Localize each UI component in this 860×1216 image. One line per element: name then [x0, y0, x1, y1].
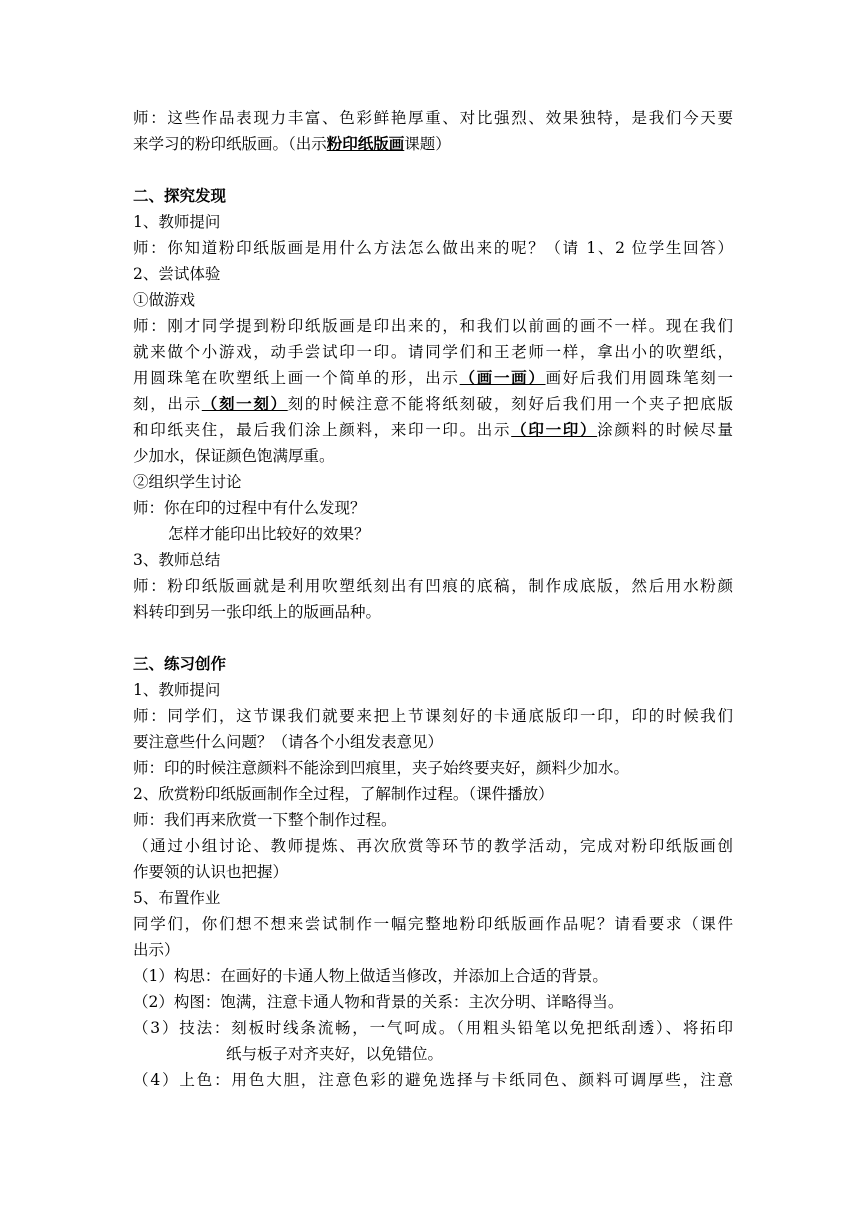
- sec3-answer: 师：印的时候注意颜料不能涂到凹痕里，夹子始终要夹好，颜料少加水。: [133, 759, 630, 777]
- sec3-question-line-1: 师：同学们，这节课我们就要来把上节课刻好的卡通底版印一印，印的时候我们: [133, 707, 733, 725]
- summary-line-1: 师：粉印纸版画就是利用吹塑纸刻出有凹痕的底稿，制作成底版，然后用水粉颜: [133, 577, 733, 595]
- game-text: 刻，出示: [133, 395, 202, 413]
- sec3-view: 师：我们再来欣赏一下整个制作过程。: [133, 811, 397, 829]
- discuss-question-1: 师：你在印的过程中有什么发现？: [133, 499, 366, 517]
- game-text-end: 画好后我们用圆珠笔刻一: [545, 369, 733, 387]
- carve-step-emphasis: （刻一刻）: [201, 394, 288, 413]
- sec2-item-1: 1、教师提问: [133, 213, 221, 231]
- game-text-end: 刻的时候注意不能将纸刻破，刻好后我们用一个夹子把底版: [287, 395, 733, 413]
- game-line-6: 少加水，保证颜色饱满厚重。: [133, 447, 335, 465]
- section-3-heading: 三、练习创作: [133, 654, 227, 673]
- sec3-item-1: 1、教师提问: [133, 681, 221, 699]
- game-line-1: 师：刚才同学提到粉印纸版画是印出来的，和我们以前画的画不一样。现在我们: [133, 317, 733, 335]
- sec2-game-label: ①做游戏: [133, 291, 196, 309]
- section-2-heading: 二、探究发现: [133, 186, 227, 205]
- intro-text: 来学习的粉印纸版画。（出示: [133, 135, 327, 153]
- game-text: 和印纸夹住，最后我们涂上颜料，来印一印。出示: [133, 421, 512, 439]
- game-line-2: 就来做个小游戏，动手尝试印一印。请同学们和王老师一样，拿出小的吹塑纸，: [133, 343, 733, 361]
- sec3-item-2: 2、欣赏粉印纸版画制作全过程，了解制作过程。（课件播放）: [133, 785, 554, 803]
- requirement-2: （2）构图：饱满，注意卡通人物和背景的关系：主次分明、详略得当。: [133, 993, 624, 1011]
- discuss-question-2: 怎样才能印出比较好的效果？: [168, 525, 370, 543]
- game-line-5: [133, 417, 733, 443]
- sec2-discuss-label: ②组织学生讨论: [133, 473, 242, 491]
- sec3-question-line-2: 要注意些什么问题？（请各个小组发表意见）: [133, 733, 444, 751]
- intro-text-end: 课题）: [404, 135, 451, 153]
- sec3-note-line-1: （通过小组讨论、教师提炼、再次欣赏等环节的教学活动，完成对粉印纸版画创: [133, 837, 733, 855]
- sec3-note-line-2: 作要领的认识也把握）: [133, 863, 289, 881]
- requirement-4: （4）上色：用色大胆，注意色彩的避免选择与卡纸同色、颜料可调厚些，注意: [133, 1071, 733, 1089]
- sec2-question: 师：你知道粉印纸版画是用什么方法怎么做出来的呢？（请 1、2 位学生回答）: [133, 239, 733, 257]
- intro-line-1: 师：这些作品表现力丰富、色彩鲜艳厚重、对比强烈、效果独特，是我们今天要: [133, 109, 733, 127]
- document-body: [133, 105, 733, 1093]
- course-title-emphasis: 粉印纸版画: [326, 134, 405, 153]
- game-line-3: [133, 365, 733, 391]
- draw-step-emphasis: （画一画）: [459, 368, 546, 387]
- game-text-end: 涂颜料的时候尽量: [597, 421, 733, 439]
- requirement-3-line-1: （3）技法：刻板时线条流畅，一气呵成。（用粗头铅笔以免把纸刮透）、将拓印: [133, 1019, 733, 1037]
- print-step-emphasis: （印一印）: [511, 420, 598, 439]
- sec2-item-2: 2、尝试体验: [133, 265, 221, 283]
- homework-line-1: 同学们，你们想不想来尝试制作一幅完整地粉印纸版画作品呢？请看要求（课件: [133, 915, 733, 933]
- sec2-item-3: 3、教师总结: [133, 551, 221, 569]
- game-line-4: [133, 391, 733, 417]
- sec3-item-5: 5、布置作业: [133, 889, 221, 907]
- spacer: [133, 157, 733, 183]
- requirement-3-line-2: 纸与板子对齐夹好，以免错位。: [226, 1045, 444, 1063]
- spacer: [133, 625, 733, 651]
- requirement-1: （1）构思：在画好的卡通人物上做适当修改，并添加上合适的背景。: [133, 967, 608, 985]
- game-text: 用圆珠笔在吹塑纸上画一个简单的形，出示: [133, 369, 460, 387]
- summary-line-2: 料转印到另一张印纸上的版画品种。: [133, 603, 382, 621]
- intro-line-2: [133, 131, 733, 157]
- homework-line-2: 出示）: [133, 941, 180, 959]
